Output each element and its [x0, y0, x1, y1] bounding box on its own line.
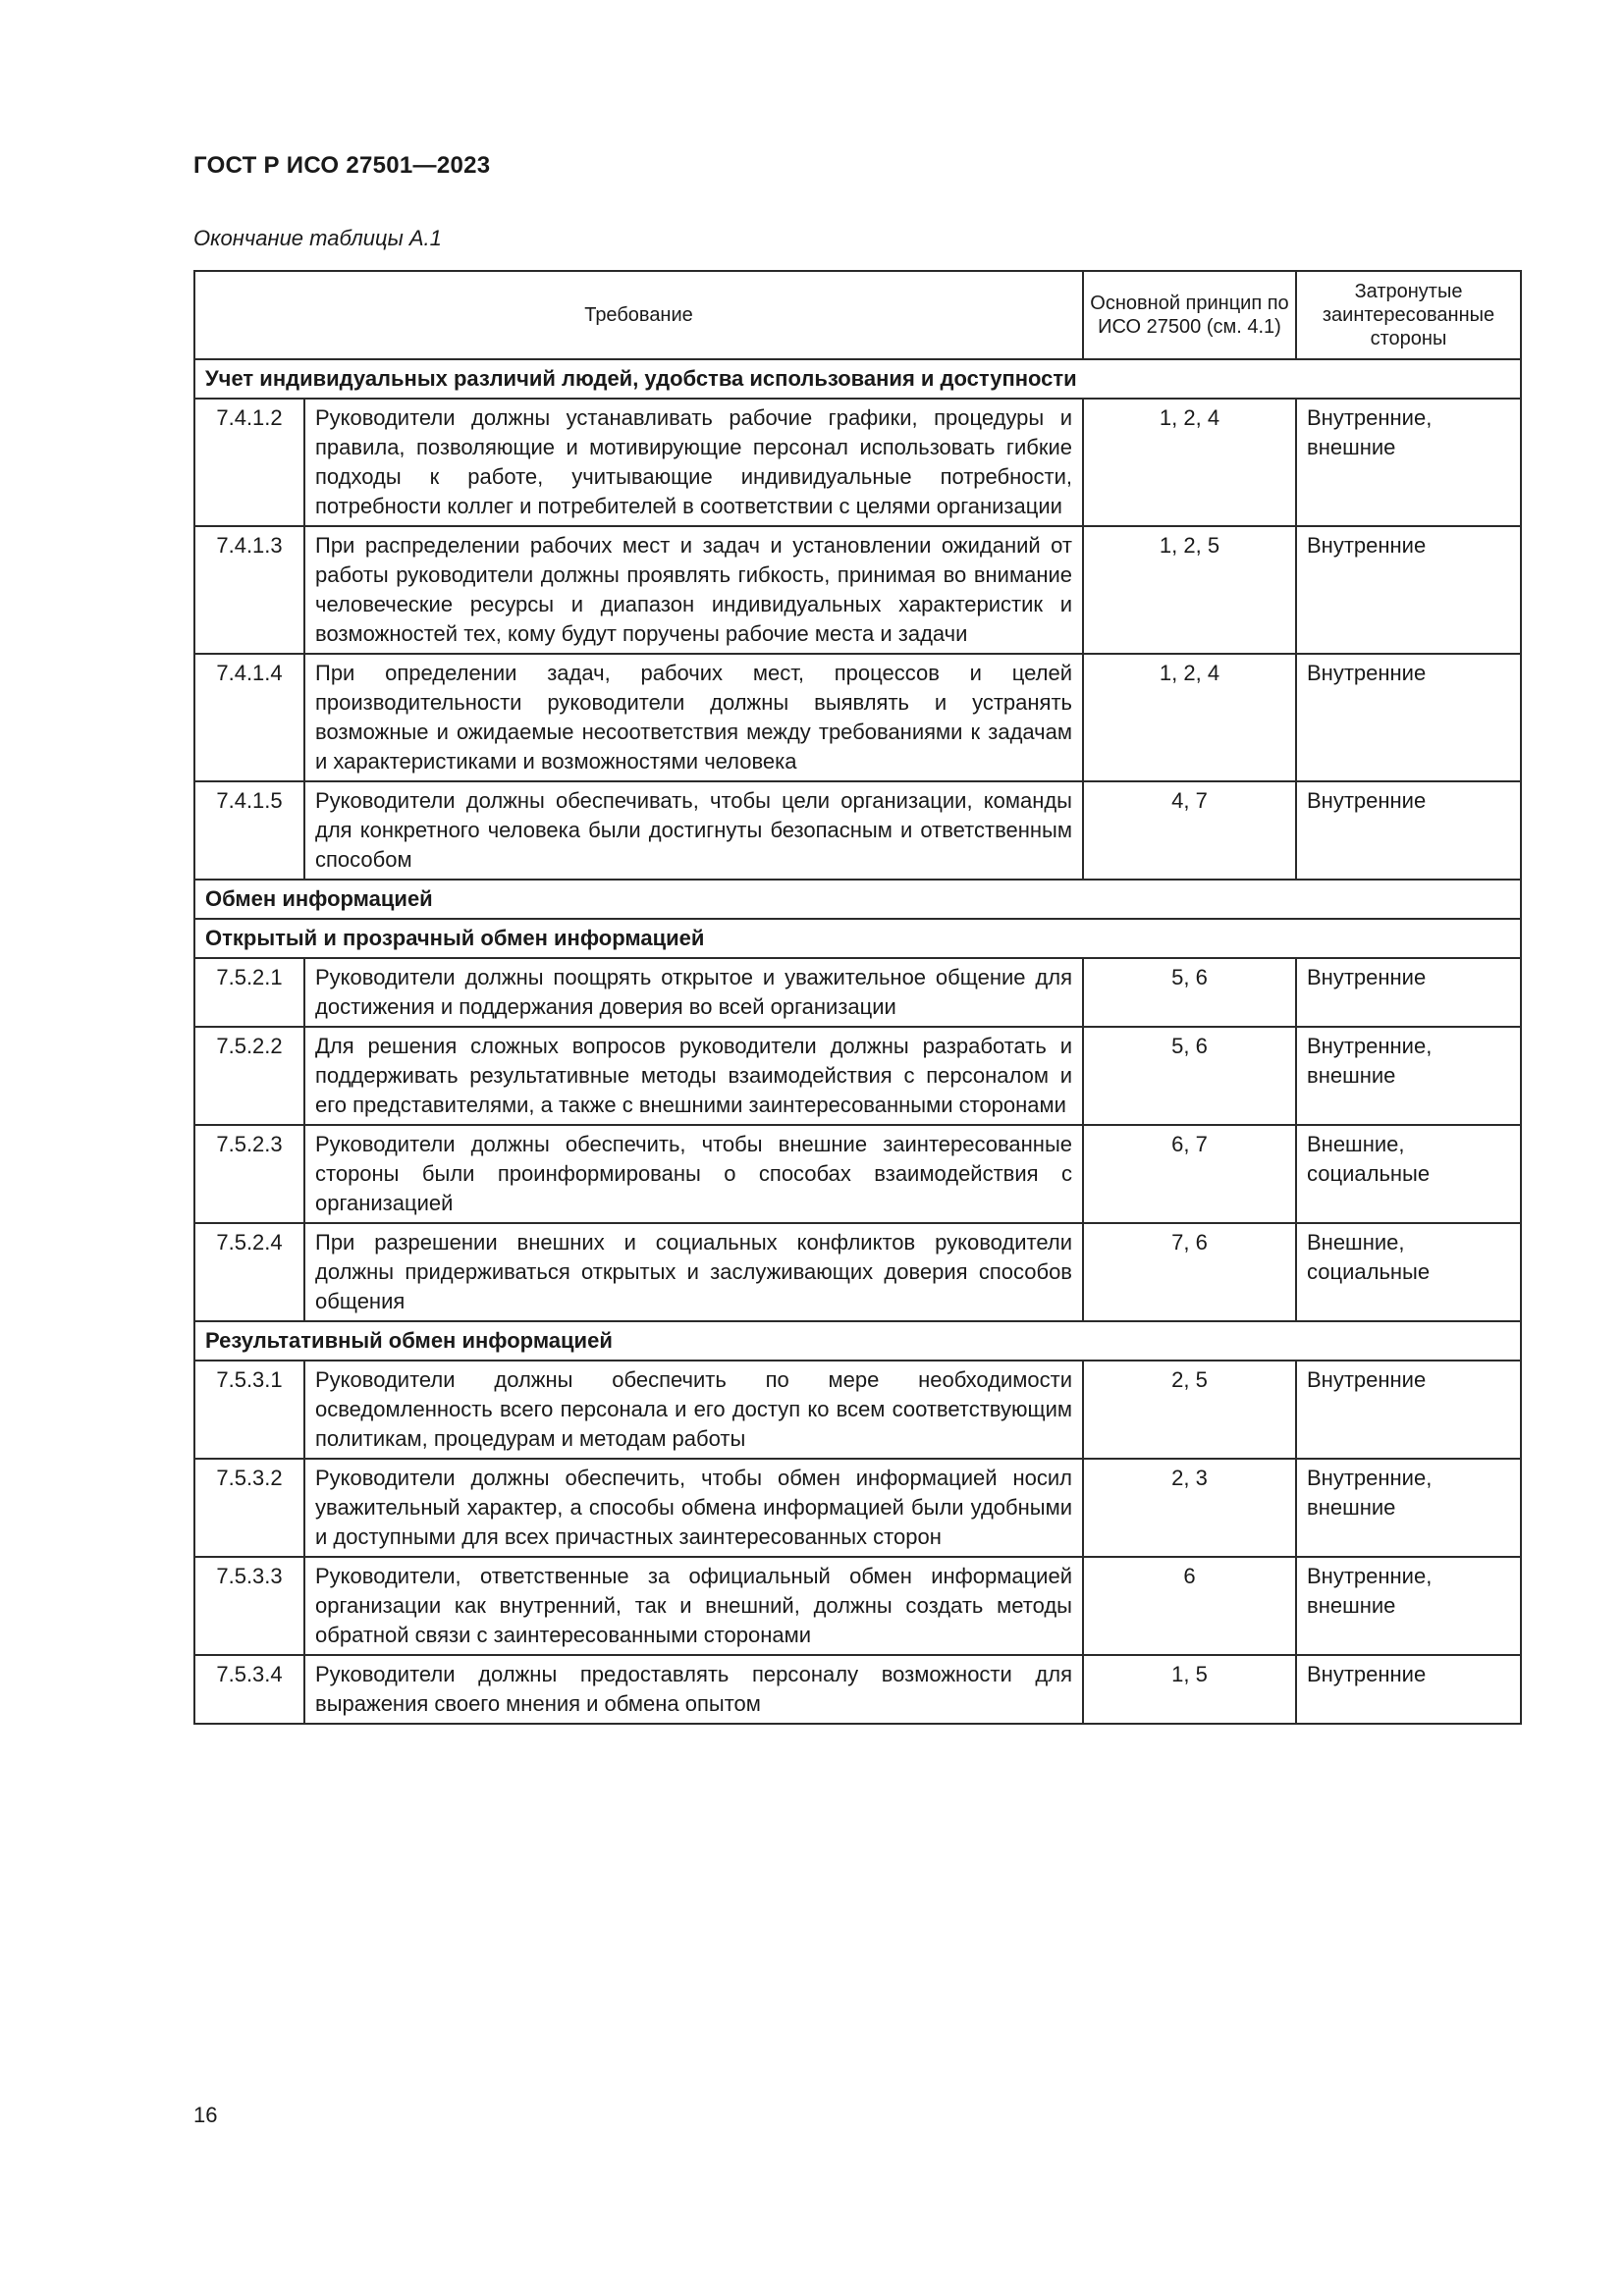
requirement-text: Руководители, ответственные за официальный обмен информацией организации как внутренний, так и внешний, должны создать методы обратной связи с заинтересованными сторонами — [304, 1557, 1083, 1655]
section-row — [194, 1321, 1521, 1361]
requirement-code: 7.4.1.2 — [194, 399, 304, 526]
requirement-code: 7.4.1.3 — [194, 526, 304, 654]
stakeholders-cell: Внутренние — [1296, 958, 1521, 1027]
principle-numbers: 2, 5 — [1083, 1361, 1296, 1459]
table-row — [194, 1027, 1521, 1125]
requirement-text: Руководители должны предоставлять персоналу возможности для выражения своего мнения и обмена опытом — [304, 1655, 1083, 1724]
document-header: ГОСТ Р ИСО 27501—2023 — [193, 152, 491, 179]
table-row — [194, 526, 1521, 654]
principle-numbers: 5, 6 — [1083, 958, 1296, 1027]
requirements-table — [193, 270, 1522, 1725]
section-row — [194, 880, 1521, 919]
principle-numbers: 1, 5 — [1083, 1655, 1296, 1724]
header-requirement: Требование — [194, 271, 1083, 359]
stakeholders-cell: Внутренние — [1296, 1655, 1521, 1724]
requirement-text: Руководители должны обеспечить по мере необходимости осведомленность всего персонала и его доступ ко всем соответствующим политикам, процедурам и методам работы — [304, 1361, 1083, 1459]
requirement-code: 7.5.2.2 — [194, 1027, 304, 1125]
requirement-code: 7.4.1.4 — [194, 654, 304, 781]
requirement-text: Руководители должны устанавливать рабочие графики, процедуры и правила, позволяющие и мотивирующие персонал использовать гибкие подходы к работе, учитывающие индивидуальные потребности, потребности коллег и потребителей в соответствии с целями организации — [304, 399, 1083, 526]
table-row — [194, 1361, 1521, 1459]
requirement-text: Руководители должны поощрять открытое и уважительное общение для достижения и поддержания доверия во всей организации — [304, 958, 1083, 1027]
table-row — [194, 781, 1521, 880]
requirement-code: 7.5.3.1 — [194, 1361, 304, 1459]
table-row — [194, 654, 1521, 781]
requirement-code: 7.5.3.2 — [194, 1459, 304, 1557]
requirement-code: 7.5.2.3 — [194, 1125, 304, 1223]
table-row — [194, 1655, 1521, 1724]
section-title: Обмен информацией — [194, 880, 1521, 919]
requirement-code: 7.5.2.1 — [194, 958, 304, 1027]
requirement-text: Руководители должны обеспечить, чтобы внешние заинтересованные стороны были проинформированы о способах взаимодействия с организацией — [304, 1125, 1083, 1223]
requirement-code: 7.5.3.4 — [194, 1655, 304, 1724]
stakeholders-cell: Внутренние, внешние — [1296, 1557, 1521, 1655]
stakeholders-cell: Внешние, социальные — [1296, 1223, 1521, 1321]
section-row — [194, 919, 1521, 958]
table-header-row — [194, 271, 1521, 359]
header-stakeholders: Затронутые заинтересованные стороны — [1296, 271, 1521, 359]
stakeholders-cell: Внутренние — [1296, 526, 1521, 654]
requirement-code: 7.4.1.5 — [194, 781, 304, 880]
requirement-text: При определении задач, рабочих мест, процессов и целей производительности руководители должны выявлять и устранять возможные и ожидаемые несоответствия между требованиями к задачам и характеристиками и возможностями человека — [304, 654, 1083, 781]
table-row — [194, 1125, 1521, 1223]
principle-numbers: 6 — [1083, 1557, 1296, 1655]
stakeholders-cell: Внутренние — [1296, 1361, 1521, 1459]
stakeholders-cell: Внутренние, внешние — [1296, 399, 1521, 526]
section-row — [194, 359, 1521, 399]
stakeholders-cell: Внутренние, внешние — [1296, 1027, 1521, 1125]
requirement-text: При разрешении внешних и социальных конфликтов руководители должны придерживаться открытых и заслуживающих доверия способов общения — [304, 1223, 1083, 1321]
principle-numbers: 4, 7 — [1083, 781, 1296, 880]
section-title: Результативный обмен информацией — [194, 1321, 1521, 1361]
table-body — [194, 359, 1521, 1724]
principle-numbers: 7, 6 — [1083, 1223, 1296, 1321]
header-principle: Основной принцип по ИСО 27500 (см. 4.1) — [1083, 271, 1296, 359]
principle-numbers: 6, 7 — [1083, 1125, 1296, 1223]
principle-numbers: 1, 2, 4 — [1083, 654, 1296, 781]
table-row — [194, 958, 1521, 1027]
table-row — [194, 1557, 1521, 1655]
requirement-text: При распределении рабочих мест и задач и установлении ожиданий от работы руководители должны проявлять гибкость, принимая во внимание человеческие ресурсы и диапазон индивидуальных характеристик и возможностей тех, кому будут поручены рабочие места и задачи — [304, 526, 1083, 654]
stakeholders-cell: Внутренние — [1296, 781, 1521, 880]
requirement-code: 7.5.2.4 — [194, 1223, 304, 1321]
requirement-text: Для решения сложных вопросов руководители должны разработать и поддерживать результативные методы взаимодействия с персоналом и его представителями, а также с внешними заинтересованными сторонами — [304, 1027, 1083, 1125]
section-title: Открытый и прозрачный обмен информацией — [194, 919, 1521, 958]
requirement-code: 7.5.3.3 — [194, 1557, 304, 1655]
stakeholders-cell: Внутренние — [1296, 654, 1521, 781]
table-caption: Окончание таблицы А.1 — [193, 226, 442, 250]
table-row — [194, 1459, 1521, 1557]
principle-numbers: 1, 2, 5 — [1083, 526, 1296, 654]
table-row — [194, 1223, 1521, 1321]
requirement-text: Руководители должны обеспечить, чтобы обмен информацией носил уважительный характер, а способы обмена информацией были удобными и доступными для всех причастных заинтересованных сторон — [304, 1459, 1083, 1557]
table-row — [194, 399, 1521, 526]
principle-numbers: 5, 6 — [1083, 1027, 1296, 1125]
principle-numbers: 2, 3 — [1083, 1459, 1296, 1557]
stakeholders-cell: Внутренние, внешние — [1296, 1459, 1521, 1557]
principle-numbers: 1, 2, 4 — [1083, 399, 1296, 526]
page-number: 16 — [193, 2103, 218, 2127]
section-title: Учет индивидуальных различий людей, удобства использования и доступности — [194, 359, 1521, 399]
requirement-text: Руководители должны обеспечивать, чтобы цели организации, команды для конкретного человека были достигнуты безопасным и ответственным способом — [304, 781, 1083, 880]
stakeholders-cell: Внешние, социальные — [1296, 1125, 1521, 1223]
